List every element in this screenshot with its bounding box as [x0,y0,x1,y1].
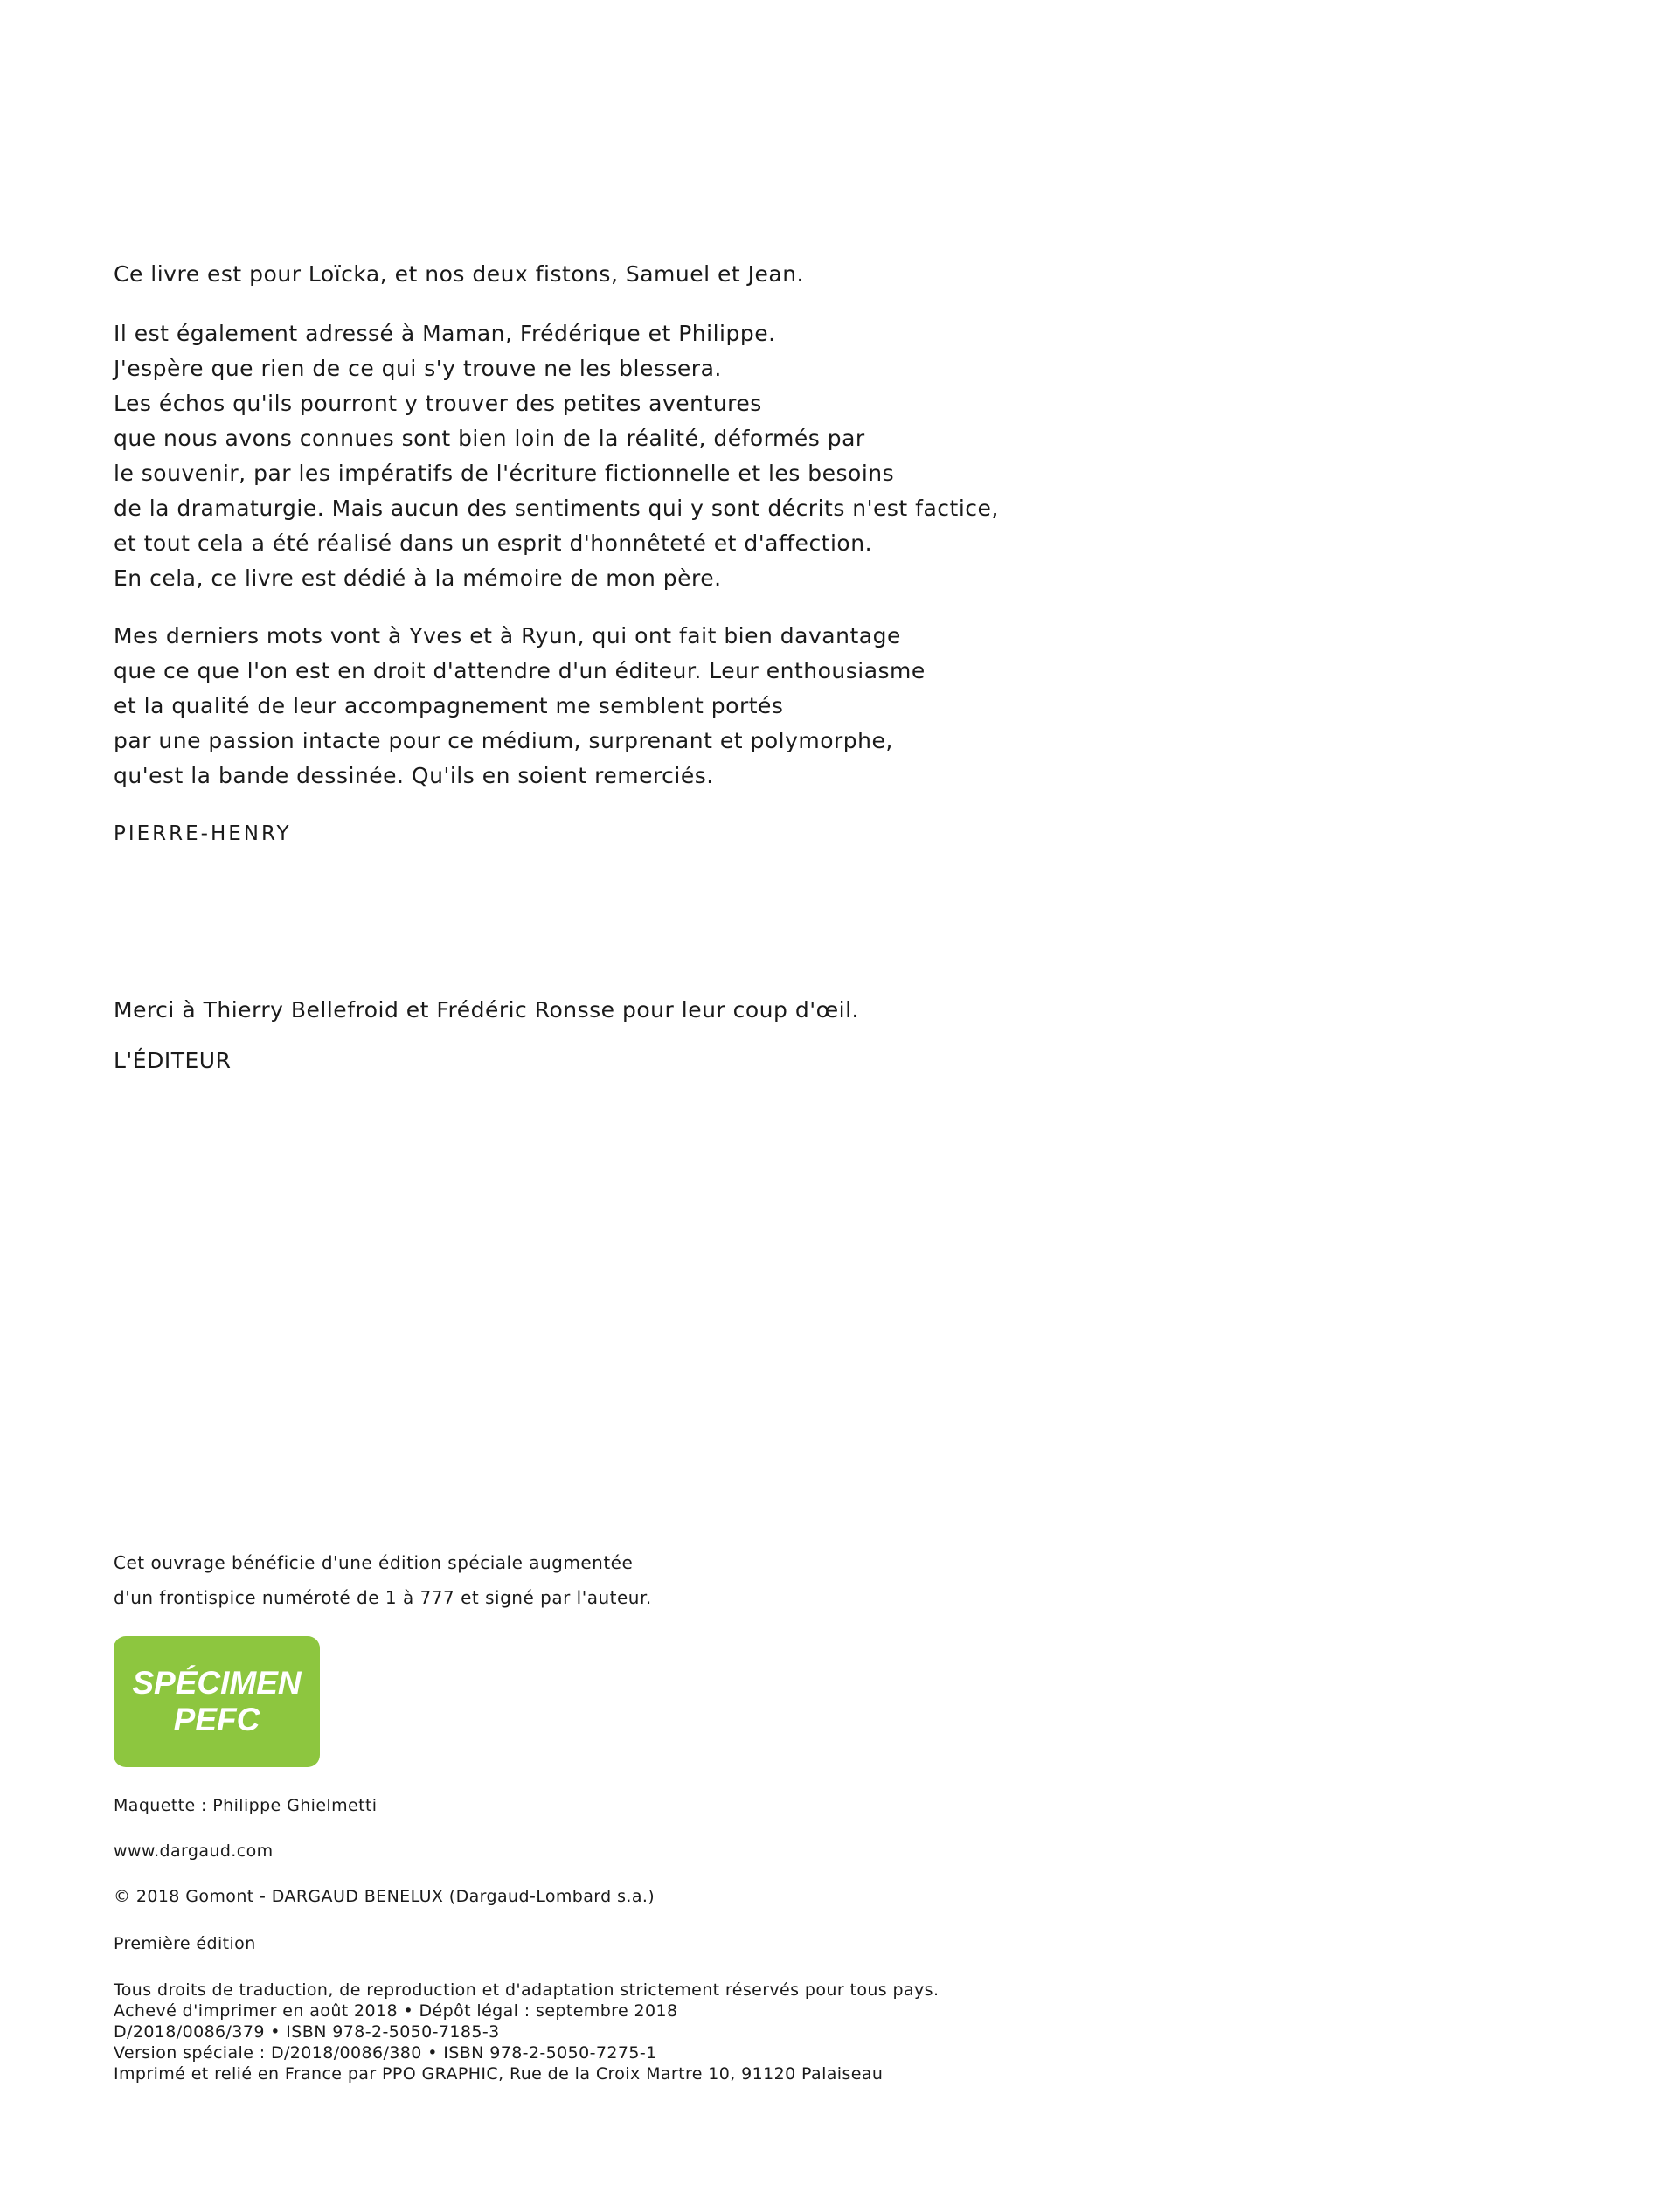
pefc-badge-line1: SPÉCIMEN [132,1665,302,1701]
website-credit [114,1841,274,1862]
legal-line: Version spéciale : D/2018/0086/380 • ISBN 978-2-5050-7275-1 [114,2043,657,2063]
editor-thanks: Merci à Thierry Bellefroid et Frédéric Ronsse pour leur coup d'œil. [114,997,859,1023]
paragraph-line: qu'est la bande dessinée. Qu'ils en soient remerciés. [114,763,714,788]
editor-note [114,993,859,1028]
website-link: www.dargaud.com [114,1841,274,1861]
pefc-badge-line2: PEFC [173,1702,260,1737]
paragraph-line: que ce que l'on est en droit d'attendre d'un éditeur. Leur enthousiasme [114,658,926,683]
paragraph-line: J'espère que rien de ce qui s'y trouve ne les blessera. [114,356,722,381]
acknowledgements-paragraph [114,619,926,794]
special-edition-note [114,1545,652,1615]
paragraph-line: que nous avons connues sont bien loin de la réalité, déformés par [114,426,865,451]
dedication-paragraph [114,316,999,596]
layout-credit-text: Maquette : Philippe Ghielmetti [114,1796,378,1815]
paragraph-line: le souvenir, par les impératifs de l'écriture fictionnelle et les besoins [114,461,895,486]
pefc-specimen-badge [114,1636,320,1767]
edition-text: Première édition [114,1934,256,1953]
special-edition-line: Cet ouvrage bénéficie d'une édition spéciale augmentée [114,1552,634,1573]
editor-signature-block [114,1044,231,1078]
legal-line: D/2018/0086/379 • ISBN 978-2-5050-7185-3 [114,2022,500,2042]
edition-credit [114,1933,256,1954]
special-edition-line: d'un frontispice numéroté de 1 à 777 et signé par l'auteur. [114,1587,652,1608]
paragraph-line: Les échos qu'ils pourront y trouver des petites aventures [114,391,762,416]
paragraph-line: par une passion intacte pour ce médium, surprenant et polymorphe, [114,728,893,753]
paragraph-line: Il est également adressé à Maman, Frédérique et Philippe. [114,321,776,346]
dedication-line: Ce livre est pour Loïcka, et nos deux fistons, Samuel et Jean. [114,261,805,287]
paragraph-line: En cela, ce livre est dédié à la mémoire de mon père. [114,565,722,591]
author-signature: PIERRE-HENRY [114,822,292,845]
dedication-block [114,257,804,292]
legal-line: Tous droits de traduction, de reproduction et d'adaptation strictement réservés pour tous pays. [114,1980,940,2000]
author-signature-block [114,816,292,851]
paragraph-line: de la dramaturgie. Mais aucun des sentiments qui y sont décrits n'est factice, [114,496,999,521]
paragraph-line: Mes derniers mots vont à Yves et à Ryun, qui ont fait bien davantage [114,623,901,648]
legal-line: Achevé d'imprimer en août 2018 • Dépôt légal : septembre 2018 [114,2001,678,2021]
legal-line: Imprimé et relié en France par PPO GRAPHIC, Rue de la Croix Martre 10, 91120 Palaiseau [114,2064,884,2084]
copyright-text: © 2018 Gomont - DARGAUD BENELUX (Dargaud-Lombard s.a.) [114,1887,655,1906]
paragraph-line: et tout cela a été réalisé dans un esprit d'honnêteté et d'affection. [114,530,873,556]
paragraph-line: et la qualité de leur accompagnement me semblent portés [114,693,784,718]
legal-notice [114,1980,939,2084]
layout-credit [114,1795,377,1816]
editor-signature: L'ÉDITEUR [114,1048,232,1073]
copyright-credit [114,1886,655,1907]
